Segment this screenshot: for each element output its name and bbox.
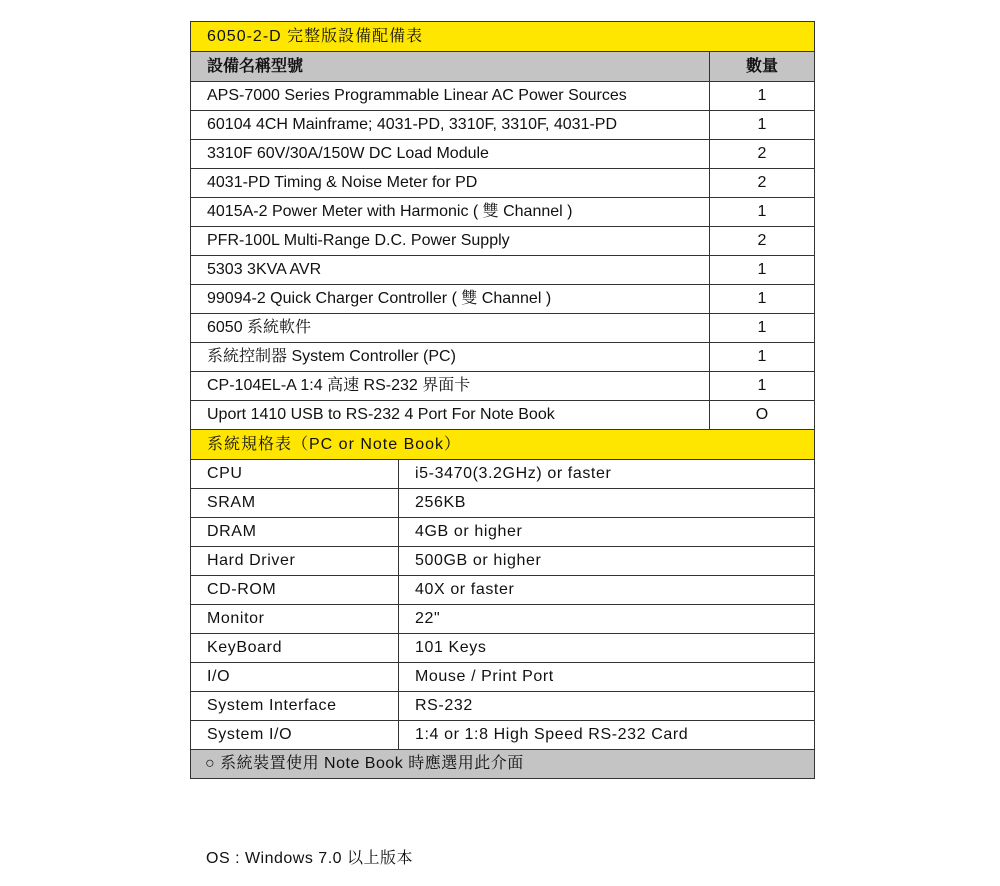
equipment-row bbox=[191, 401, 815, 430]
equipment-qty: 1 bbox=[710, 111, 815, 140]
spec-row bbox=[191, 518, 815, 547]
spec-label: System I/O bbox=[191, 721, 399, 750]
equipment-qty: 1 bbox=[710, 343, 815, 372]
spec-value: 256KB bbox=[399, 489, 815, 518]
equipment-qty: 1 bbox=[710, 314, 815, 343]
equipment-name: 99094-2 Quick Charger Controller ( 雙 Channel ) bbox=[191, 285, 710, 314]
spec-value: Mouse / Print Port bbox=[399, 663, 815, 692]
equipment-row bbox=[191, 372, 815, 401]
spec-label: Hard Driver bbox=[191, 547, 399, 576]
equipment-name: PFR-100L Multi-Range D.C. Power Supply bbox=[191, 227, 710, 256]
spec-row bbox=[191, 605, 815, 634]
spec-value: 40X or faster bbox=[399, 576, 815, 605]
spec-value: 500GB or higher bbox=[399, 547, 815, 576]
spec-value: 4GB or higher bbox=[399, 518, 815, 547]
equipment-table bbox=[190, 21, 815, 779]
equipment-qty: 2 bbox=[710, 140, 815, 169]
equipment-name: 4015A-2 Power Meter with Harmonic ( 雙 Channel ) bbox=[191, 198, 710, 227]
spec-row bbox=[191, 460, 815, 489]
os-requirement: OS : Windows 7.0 以上版本 bbox=[206, 850, 413, 867]
equipment-qty: 1 bbox=[710, 256, 815, 285]
equipment-name: 60104 4CH Mainframe; 4031-PD, 3310F, 3310F, 4031-PD bbox=[191, 111, 710, 140]
spec-label: I/O bbox=[191, 663, 399, 692]
spec-value: 101 Keys bbox=[399, 634, 815, 663]
header-equipment-name: 設備名稱型號 bbox=[191, 52, 710, 82]
spec-label: CPU bbox=[191, 460, 399, 489]
equipment-table-header-row bbox=[191, 52, 815, 82]
spec-note: ○ 系統裝置使用 Note Book 時應選用此介面 bbox=[191, 750, 815, 779]
equipment-name: 5303 3KVA AVR bbox=[191, 256, 710, 285]
equipment-name: Uport 1410 USB to RS-232 4 Port For Note Book bbox=[191, 401, 710, 430]
equipment-name: CP-104EL-A 1:4 高速 RS-232 界面卡 bbox=[191, 372, 710, 401]
spec-label: KeyBoard bbox=[191, 634, 399, 663]
spec-row bbox=[191, 692, 815, 721]
equipment-row bbox=[191, 111, 815, 140]
spec-row bbox=[191, 634, 815, 663]
equipment-row bbox=[191, 227, 815, 256]
spec-row bbox=[191, 576, 815, 605]
equipment-qty: 2 bbox=[710, 169, 815, 198]
spec-label: Monitor bbox=[191, 605, 399, 634]
header-quantity: 數量 bbox=[710, 52, 815, 82]
equipment-table-title: 6050-2-D 完整版設備配備表 bbox=[191, 22, 815, 52]
spec-table-title: 系統規格表（PC or Note Book） bbox=[191, 430, 815, 460]
equipment-row bbox=[191, 82, 815, 111]
spec-value: RS-232 bbox=[399, 692, 815, 721]
spec-value: 1:4 or 1:8 High Speed RS-232 Card bbox=[399, 721, 815, 750]
spec-row bbox=[191, 721, 815, 750]
spec-table-title-row bbox=[191, 430, 815, 460]
spec-value: i5-3470(3.2GHz) or faster bbox=[399, 460, 815, 489]
equipment-row bbox=[191, 256, 815, 285]
equipment-name: APS-7000 Series Programmable Linear AC Power Sources bbox=[191, 82, 710, 111]
spec-label: DRAM bbox=[191, 518, 399, 547]
equipment-sheet bbox=[190, 21, 814, 779]
spec-row bbox=[191, 663, 815, 692]
spec-label: SRAM bbox=[191, 489, 399, 518]
equipment-row bbox=[191, 285, 815, 314]
spec-value: 22" bbox=[399, 605, 815, 634]
equipment-qty: 1 bbox=[710, 285, 815, 314]
equipment-row bbox=[191, 169, 815, 198]
equipment-qty: O bbox=[710, 401, 815, 430]
spec-row bbox=[191, 489, 815, 518]
equipment-name: 4031-PD Timing & Noise Meter for PD bbox=[191, 169, 710, 198]
equipment-qty: 1 bbox=[710, 372, 815, 401]
equipment-qty: 1 bbox=[710, 198, 815, 227]
equipment-qty: 1 bbox=[710, 82, 815, 111]
spec-row bbox=[191, 547, 815, 576]
equipment-row bbox=[191, 314, 815, 343]
equipment-name: 系統控制器 System Controller (PC) bbox=[191, 343, 710, 372]
spec-label: System Interface bbox=[191, 692, 399, 721]
equipment-row bbox=[191, 343, 815, 372]
equipment-row bbox=[191, 198, 815, 227]
equipment-table-title-row bbox=[191, 22, 815, 52]
equipment-qty: 2 bbox=[710, 227, 815, 256]
spec-label: CD-ROM bbox=[191, 576, 399, 605]
equipment-name: 3310F 60V/30A/150W DC Load Module bbox=[191, 140, 710, 169]
spec-note-row bbox=[191, 750, 815, 779]
equipment-name: 6050 系統軟件 bbox=[191, 314, 710, 343]
equipment-row bbox=[191, 140, 815, 169]
